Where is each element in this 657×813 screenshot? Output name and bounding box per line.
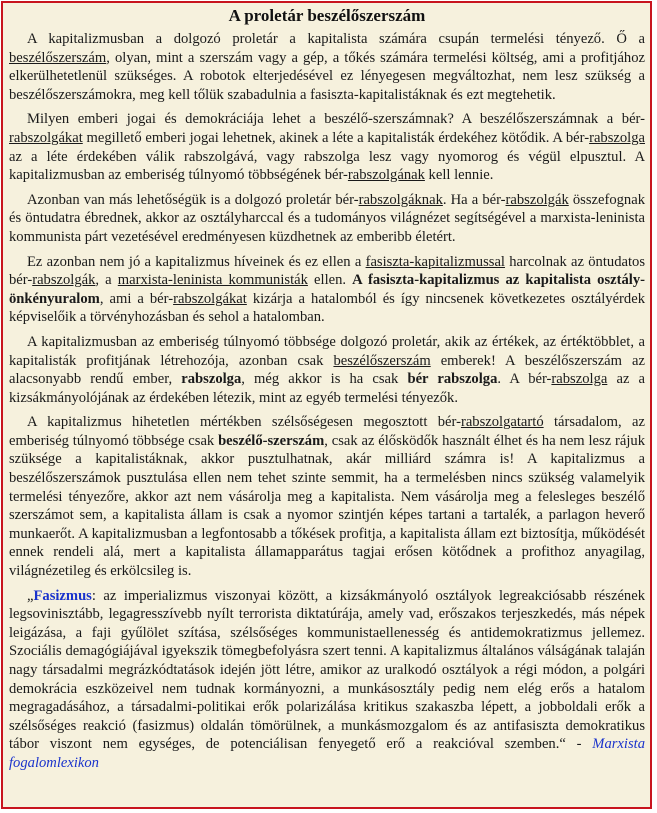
article-frame	[1, 1, 652, 809]
link-rabszolgak[interactable]: rabszolgák	[505, 191, 569, 208]
link-fasizmus[interactable]: Fasizmus	[33, 587, 92, 604]
bold-beszelo-szerszam: beszélő-szerszám	[218, 432, 325, 449]
bold-rabszolga: rabszolga	[181, 371, 242, 388]
link-beszeloszerszam-2[interactable]: beszélőszerszám	[333, 352, 431, 369]
quote-source: Marxista fogalomlexikon	[9, 736, 645, 771]
link-rabszolgakat[interactable]: rabszolgákat	[9, 129, 83, 146]
link-marxista-leninista-kommunistak[interactable]: marxista-leninista kommunisták	[117, 272, 308, 289]
link-rabszolgak-2[interactable]: rabszolgák	[32, 272, 96, 289]
link-rabszolga-2[interactable]: rabszolga	[551, 371, 608, 388]
link-rabszolgatarto[interactable]: rabszolgatartó	[460, 414, 544, 431]
paragraph-4: Ez azonban nem jó a kapitalizmus híveinek és ez ellen a fasiszta-kapitalizmussal harcolnak az öntudatos bér-rabszolgák, a marxista-leninista kommunisták ellen. A fasiszta-kapitalizmus az kapitalista osztály-önkényuralom, ami a bér-rabszolgákat kizárja a hatalomból és így nincsenek következetes osztályérdek képviselőik a törvényhozásban és sehol a hatalomban.	[9, 253, 645, 326]
link-fasiszta-kapitalizmussal[interactable]: fasiszta-kapitalizmussal	[365, 253, 505, 270]
link-rabszolga[interactable]: rabszolga	[589, 129, 645, 146]
paragraph-1: A kapitalizmusban a dolgozó proletár a kapitalista számára csupán termelési tényező. Ő a beszélőszerszám, olyan, mint a szerszám vagy a gép, a tőkés számára termelési költség, ami a profitjához elkerülhetetlenül szükséges. A robotok elterjedésével ez lényegesen megváltozhat, nem lesz szükség a beszélőszerszámokra, meg kell tőlük szabadulnia a fasiszta-kapitalistáknak és ezt megtehetik.	[9, 31, 645, 103]
link-rabszolganak[interactable]: rabszolgának	[347, 167, 425, 184]
paragraph-2: Milyen emberi jogai és demokráciája lehet a beszélő-szerszámnak? A beszélőszerszámnak a bér-rabszolgákat megillető emberi jogai lehetnek, akinek a léte a kapitalisták érdekéhez kötődik. A bér-rabszolga az a léte érdekében válik rabszolgává, vagy rabszolga lesz vagy nyomorog és végül elpusztul. A kapitalizmusban az emberiség túlnyomó többségének bér-rabszolgának kell lennie.	[9, 111, 645, 184]
page-title: A proletár beszélőszerszám	[228, 6, 426, 25]
link-rabszolgakat-2[interactable]: rabszolgákat	[173, 290, 247, 307]
paragraph-5: A kapitalizmusban az emberiség túlnyomó többsége dolgozó proletár, akik az értékek, az értéktöbblet, a kapitalisták profitjának létrehozója, azonban csak beszélőszerszám emberek! A beszélőszerszám az alacsonyabb rendű ember, rabszolga, még akkor is ha csak bér rabszolga. A bér-rabszolga az a kizsákmányolójának az érdekében létezik, mint az egyéb termelési tényezők.	[9, 333, 646, 406]
paragraph-3: Azonban van más lehetőségük is a dolgozó proletár bér-rabszolgáknak. Ha a bér-rabszolgák összefognak és öntudatra ébrednek, akkor az osztályharccal és a tudományos világnézet segítségével a marxista-leninista kommunista párt vezetésével eredményesen küzdhetnek az emberibb életért.	[9, 191, 645, 245]
paragraph-6: A kapitalizmus hihetetlen mértékben szélsőségesen megosztott bér-rabszolgatartó társadalom, az emberiség túlnyomó többsége csak beszélő-szerszám, csak az élősködők használt élhet és ha nem lesz rájuk szüksége a kapitalistáknak, akkor pusztulhatnak, akár milliárd számra is! A kapitalizmus a beszélőszerszámok pusztulása ellen nem tehet szinte semmit, ha a termelésben nincs szükség valamelyik termelési tényezőre, akkor azt nem vásárolja meg a kapitalista. Nem vásárolja meg a felesleges beszélő szerszámot sem, a kapitalista állam is csak a nyomor szintjén képes tartani a tartalék, a parlagon heverő munkaerőt. A kapitalizmusban a legfontosabb a tőkések profitja, a kapitalista állam ezt biztosítja, működését ennek rendeli alá, mert a kapitalista államapparátus tagjai erősen kötődnek a profithoz anyagilag, világnézetileg és erkölcsileg is.	[9, 414, 645, 580]
link-beszeloszerszam[interactable]: beszélőszerszám	[9, 49, 107, 66]
bold-statement: A fasiszta-kapitalizmus az kapitalista osztály-önkényuralom	[9, 272, 645, 307]
bold-ber-rabszolga: bér rabszolga	[407, 371, 498, 388]
paragraph-7-quote: „Fasizmus: az imperializmus viszonyai között, a kizsákmányoló osztályok legreakciósabb részének legsovinisztább, legagresszívebb nyílt terrorista diktatúrája, amely vad, erőszakos terjeszkedés, más népek leigázása, a faji gyűlölet szítása, szélsőséges kommunistaellenesség és antidemokratizmus jellemez. Szociális demagógiájával igyekszik tömegbefolyásra szert tenni. A kapitalizmus általános válságának talaján nagy társadalmi megrázkódtatások idején jött létre, amikor az uralkodó osztályok a régi módon, a polgári demokrácia eszközeivel nem tudnak kormányozni, a munkásosztály pedig nem elég erős a hatalom megragadásához, a társadalmi-politikai erők polarizálása kritikus szakaszba lépett, a jobboldali erők a szélsőséges reakció (fasizmus) oldalán tömörülnek, a munkásmozgalom és az antifasiszta demokratikus tábor viszont nem egységes, de potenciálisan fenyegető erő a reakcióval szemben.“ - Marxista fogalomlexikon	[9, 587, 645, 771]
link-rabszolgaknak[interactable]: rabszolgáknak	[358, 191, 443, 208]
